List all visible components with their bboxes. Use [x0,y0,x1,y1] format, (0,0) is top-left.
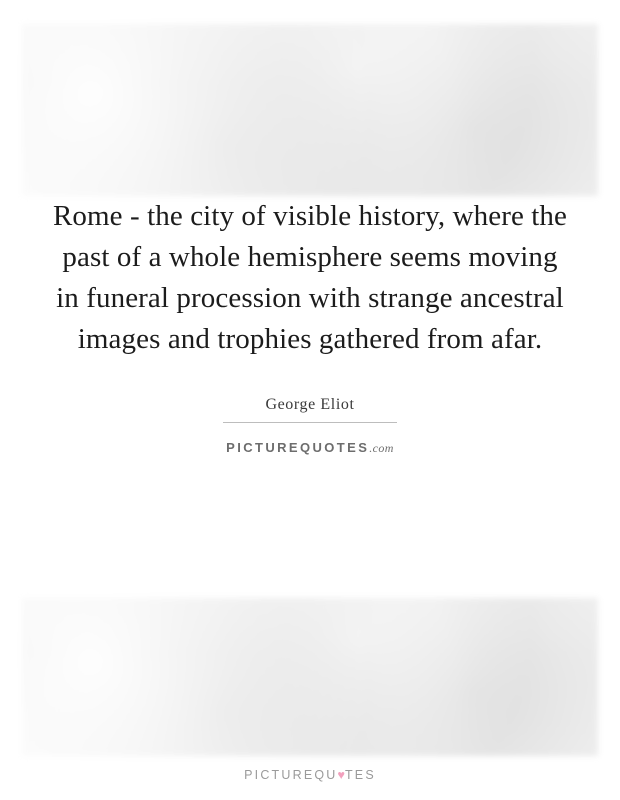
footer-brand-prefix: PICTUREQU [244,768,338,782]
brand-watermark-name: PICTUREQUOTES [226,440,370,455]
quote-author: George Eliot [223,396,396,423]
footer-brand [0,768,620,782]
brand-watermark [30,440,590,456]
footer-brand-suffix: TES [344,768,376,782]
attribution-block [30,396,590,456]
brand-watermark-suffix: .com [369,441,394,455]
top-texture-band [22,24,598,196]
quote-text: Rome - the city of visible history, where the past of a whole hemisphere seems moving in funeral procession with strange ancestral images and trophies gathered from afar. [52,200,568,355]
quote-area [30,196,590,456]
heart-icon: ♥ [337,768,345,782]
bottom-texture-band [22,598,598,756]
